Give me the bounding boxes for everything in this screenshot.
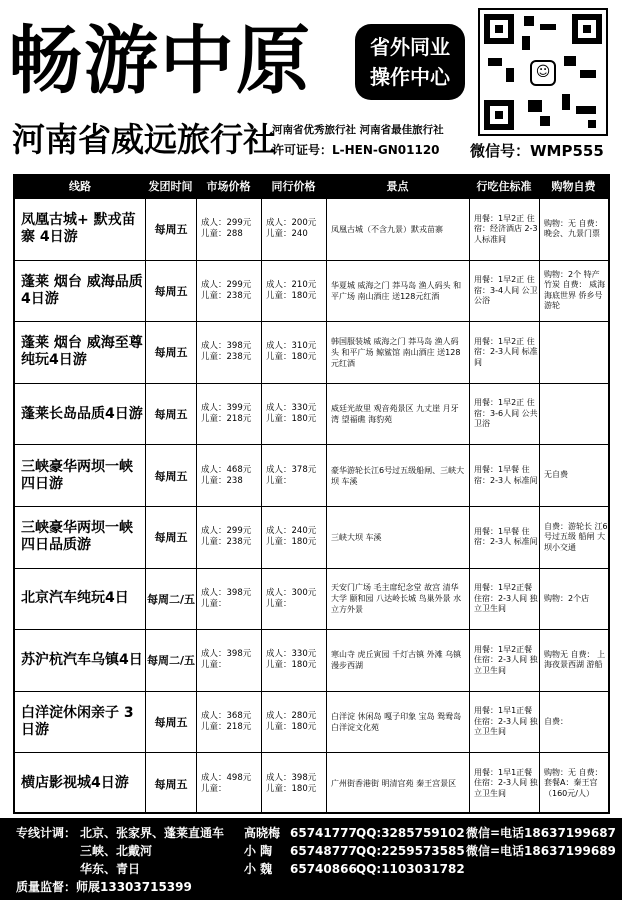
header-standard: 行吃住标准 [476, 180, 532, 193]
departure-text: 每周五 [154, 469, 188, 483]
child-price: 儿童：180元 [266, 414, 317, 425]
qr-module [588, 120, 596, 128]
child-price: 儿童：218元 [201, 414, 252, 425]
route-text: 横店影视城4日游 [21, 775, 129, 792]
route-text: 蓬莱 烟台 威海品质 4日游 [21, 273, 143, 307]
standard-text: 用餐：1早1正餐 住宿：2-3人间 独立卫生间 [474, 706, 538, 737]
standard-cell [469, 753, 539, 814]
child-price: 儿童： [266, 475, 292, 486]
header-route: 线路 [69, 180, 91, 193]
brand-title: 畅游中原 [8, 18, 312, 104]
standard-text: 用餐：1早2正 住宿：3-6人间 公共卫浴 [474, 398, 538, 429]
shopping-cell [539, 692, 608, 753]
header [0, 0, 622, 170]
adult-price: 成人：399元 [201, 403, 252, 414]
departure-text: 每周五 [154, 777, 188, 791]
adult-price: 成人：398元 [266, 772, 317, 783]
departure-cell [145, 384, 196, 445]
shopping-cell [539, 569, 608, 630]
peer-price-cell [261, 261, 326, 322]
sights-cell [326, 261, 469, 322]
sights-cell [326, 445, 469, 506]
shopping-cell [539, 261, 608, 322]
shopping-text: 购物无 自费： 上海夜景西湖 游船 [544, 649, 606, 670]
standard-text: 用餐：1早2正餐 住宿：2-3人间 独立卫生间 [474, 644, 538, 675]
standard-text: 用餐：1早2正餐 住宿：2-3人间 独立卫生间 [474, 583, 538, 614]
sights-text: 豪华游轮长江6号过五级船闸、三峡大坝 车溪 [331, 465, 465, 486]
child-price: 儿童： [201, 783, 227, 794]
table-row [15, 691, 608, 753]
departure-cell [145, 753, 196, 814]
route-cell [15, 199, 145, 260]
shopping-text: 购物：无 自费： 套餐A：秦王宫 （160元/人） [544, 767, 603, 798]
market-price-cell [196, 507, 261, 568]
sights-text: 凤凰古城（不含九景）默戎苗寨 [331, 224, 443, 234]
badge-line2: 操作中心 [370, 65, 450, 89]
standard-cell [469, 692, 539, 753]
table-row [15, 752, 608, 814]
contact-phone: 65740866 [290, 862, 357, 876]
contact-qq: QQ:3285759102 [356, 826, 465, 840]
adult-price: 成人：378元 [266, 464, 317, 475]
route-text: 凤凰古城+ 默戎苗寨 4日游 [21, 212, 136, 246]
standard-text: 用餐：1早2正 住宿：3-4人间 公卫公浴 [474, 275, 538, 306]
departure-cell [145, 261, 196, 322]
qr-module [564, 56, 576, 66]
route-text: 三峡豪华两坝一峡 四日品质游 [21, 520, 133, 554]
route-cell [15, 507, 145, 568]
departure-text: 每周五 [154, 531, 188, 545]
contact-phone: 65748777 [290, 844, 357, 858]
market-price-cell [196, 261, 261, 322]
child-price: 儿童：180元 [266, 352, 317, 363]
shopping-text: 无自费 [544, 470, 568, 480]
qr-module [528, 100, 542, 112]
badge-line1: 省外同业 [370, 35, 450, 59]
footer [0, 818, 622, 900]
shopping-text: 购物：2个店 [544, 593, 590, 603]
departure-cell [145, 322, 196, 383]
peer-price-cell [261, 445, 326, 506]
standard-text: 用餐：1早餐 住宿：2-3人 标准间 [474, 526, 538, 547]
qr-code-icon [478, 8, 608, 136]
sights-cell [326, 384, 469, 445]
child-price: 儿童： [201, 660, 227, 671]
qr-finder [572, 14, 602, 44]
standard-cell [469, 445, 539, 506]
sights-text: 三峡大坝 车溪 [331, 532, 382, 542]
shopping-cell [539, 445, 608, 506]
table-row [15, 506, 608, 568]
header-shopping: 购物自费 [551, 180, 596, 193]
shopping-cell [539, 384, 608, 445]
departure-text: 每周五 [154, 346, 188, 360]
peer-price-cell [261, 507, 326, 568]
departure-text: 每周二/五 [146, 654, 196, 668]
adult-price: 成人：398元 [201, 649, 252, 660]
adult-price: 成人：468元 [201, 464, 252, 475]
market-price-cell [196, 692, 261, 753]
contact-name: 高晓梅 [244, 826, 281, 840]
adult-price: 成人：398元 [201, 341, 252, 352]
header-departure: 发团时间 [148, 180, 193, 193]
standard-cell [469, 384, 539, 445]
sights-text: 白洋淀 休闲岛 嘎子印象 宝岛 鸳鸯岛 白洋淀文化苑 [331, 712, 462, 733]
routes-line1: 北京、张家界、蓬莱直通车 [80, 826, 225, 840]
adult-price: 成人：368元 [201, 711, 252, 722]
qr-module [580, 70, 596, 78]
qr-module [506, 68, 514, 82]
shopping-text: 自费： [544, 716, 568, 726]
child-price: 儿童：288 [201, 229, 243, 240]
qr-module [540, 116, 550, 126]
child-price: 儿童：180元 [266, 783, 317, 794]
adult-price: 成人：299元 [201, 218, 252, 229]
table-row [15, 198, 608, 260]
adult-price: 成人：240元 [266, 526, 317, 537]
qr-module [524, 16, 534, 26]
departure-cell [145, 445, 196, 506]
routes-line3: 华东、青日 [80, 862, 141, 876]
adult-price: 成人：280元 [266, 711, 317, 722]
table-row [15, 629, 608, 691]
quality-supervision: 质量监督：师展13303715399 [16, 880, 192, 894]
market-price-cell [196, 753, 261, 814]
route-cell [15, 261, 145, 322]
standard-text: 用餐：1早2正 住宿：经济酒店 2-3人标准间 [474, 213, 538, 244]
qr-module [540, 24, 556, 30]
child-price: 儿童：180元 [266, 722, 317, 733]
standard-cell [469, 569, 539, 630]
departure-text: 每周二/五 [146, 592, 196, 606]
license-number: 许可证号：L-HEN-GN01120 [272, 143, 440, 157]
sights-cell [326, 630, 469, 691]
route-cell [15, 692, 145, 753]
departure-text: 每周五 [154, 408, 188, 422]
departure-text: 每周五 [154, 223, 188, 237]
table-row [15, 568, 608, 630]
sights-text: 华夏城 威海之门 莽马岛 渔人码头 和平广场 南山酒庄 送128元红酒 [331, 280, 462, 301]
header-sights: 景点 [386, 180, 409, 193]
departure-cell [145, 199, 196, 260]
adult-price: 成人：498元 [201, 772, 252, 783]
sights-text: 寒山寺 虎丘寅园 千灯古镇 外滩 乌镇 漫步西湖 [331, 650, 462, 671]
adult-price: 成人：210元 [266, 279, 317, 290]
sights-text: 广州街香港街 明清宫苑 秦王宫景区 [331, 779, 457, 789]
qr-finder [484, 14, 514, 44]
contact-name: 小 陶 [244, 844, 273, 858]
qr-module [522, 36, 530, 50]
shopping-text: 购物：无 自费： 晚会、九景门票 [544, 218, 603, 239]
peer-price-cell [261, 322, 326, 383]
qr-module [562, 94, 570, 110]
contact-qq: QQ:1103031782 [356, 862, 465, 876]
child-price: 儿童：238元 [201, 537, 252, 548]
route-text: 蓬莱长岛品质4日游 [21, 405, 143, 422]
badge [355, 24, 465, 100]
honors: 河南省优秀旅行社 河南省最佳旅行社 [272, 124, 444, 136]
agency-name: 河南省威远旅行社 [12, 120, 276, 159]
shopping-cell [539, 322, 608, 383]
routes-line2: 三峡、北戴河 [80, 844, 153, 858]
adult-price: 成人：200元 [266, 218, 317, 229]
adult-price: 成人：299元 [201, 279, 252, 290]
wechat-id: 微信号：WMP555 [470, 142, 604, 160]
route-cell [15, 753, 145, 814]
standard-text: 用餐：1早2正 住宿：2-3人间 标准间 [474, 336, 538, 367]
departure-cell [145, 569, 196, 630]
departure-cell [145, 507, 196, 568]
table-row [15, 444, 608, 506]
table-row [15, 383, 608, 445]
sights-cell [326, 199, 469, 260]
contact-wechat: 微信=电话18637199687 [466, 826, 616, 840]
market-price-cell [196, 322, 261, 383]
shopping-cell [539, 507, 608, 568]
departure-text: 每周五 [154, 284, 188, 298]
tour-table [13, 174, 610, 814]
route-text: 苏沪杭汽车乌镇4日 [21, 651, 143, 668]
market-price-cell [196, 384, 261, 445]
contact-qq: QQ:2259573585 [356, 844, 465, 858]
shopping-text: 购物：2个 特产 竹炭 自费： 威海海底世界 侨乡号游轮 [544, 269, 606, 311]
standard-text: 用餐：1早餐 住宿：2-3人 标准间 [474, 465, 538, 485]
child-price: 儿童：180元 [266, 660, 317, 671]
child-price: 儿童：180元 [266, 537, 317, 548]
adult-price: 成人：398元 [201, 587, 252, 598]
peer-price-cell [261, 199, 326, 260]
contact-name: 小 魏 [244, 862, 273, 876]
route-text: 白洋淀休闲亲子 3日游 [21, 705, 134, 739]
child-price: 儿童：240 [266, 229, 308, 240]
adult-price: 成人：330元 [266, 649, 317, 660]
standard-cell [469, 199, 539, 260]
peer-price-cell [261, 753, 326, 814]
contact-phone: 65741777 [290, 826, 357, 840]
standard-text: 用餐：1早1正餐 住宿：2-3人间 独立卫生间 [474, 767, 538, 798]
child-price: 儿童：238 [201, 475, 243, 486]
market-price-cell [196, 199, 261, 260]
departure-cell [145, 630, 196, 691]
child-price: 儿童：218元 [201, 722, 252, 733]
contact-wechat: 微信=电话18637199689 [466, 844, 616, 858]
peer-price-cell [261, 569, 326, 630]
standard-cell [469, 322, 539, 383]
peer-price-cell [261, 384, 326, 445]
adult-price: 成人：310元 [266, 341, 317, 352]
child-price: 儿童：238元 [201, 352, 252, 363]
child-price: 儿童：180元 [266, 290, 317, 301]
sights-text: 天安门广场 毛主席纪念堂 故宫 清华大学 颐和园 八达岭长城 鸟巢外景 水立方外景 [331, 583, 462, 615]
header-market-price: 市场价格 [206, 180, 251, 193]
child-price: 儿童： [201, 598, 227, 609]
market-price-cell [196, 445, 261, 506]
adult-price: 成人：300元 [266, 587, 317, 598]
child-price: 儿童：238元 [201, 290, 252, 301]
standard-cell [469, 261, 539, 322]
route-cell [15, 569, 145, 630]
adult-price: 成人：330元 [266, 403, 317, 414]
qr-finder [484, 100, 514, 130]
shopping-cell [539, 753, 608, 814]
table-row [15, 321, 608, 383]
wechat-logo-icon: ☺ [530, 60, 556, 86]
hotline-label: 专线计调： [16, 826, 77, 840]
market-price-cell [196, 630, 261, 691]
shopping-cell [539, 630, 608, 691]
route-cell [15, 445, 145, 506]
adult-price: 成人：299元 [201, 526, 252, 537]
route-cell [15, 384, 145, 445]
route-cell [15, 322, 145, 383]
qr-module [576, 106, 596, 114]
shopping-cell [539, 199, 608, 260]
standard-cell [469, 507, 539, 568]
shopping-text: 自费：游轮长 江6号过五级 船闸 大坝小交通 [544, 521, 608, 552]
sights-cell [326, 692, 469, 753]
sights-text: 威廷光故里 观音苑景区 九丈崖 月牙湾 望福礁 海豹苑 [331, 404, 459, 425]
route-text: 北京汽车纯玩4日 [21, 590, 129, 607]
sights-cell [326, 569, 469, 630]
route-text: 蓬莱 烟台 威海至尊 纯玩4日游 [21, 335, 143, 369]
departure-text: 每周五 [154, 716, 188, 730]
peer-price-cell [261, 630, 326, 691]
table-header [15, 176, 608, 198]
market-price-cell [196, 569, 261, 630]
sights-cell [326, 753, 469, 814]
sights-text: 韩国服装城 威海之门 莽马岛 渔人码头 和平广场 鲸鲨馆 南山酒庄 送128元红酒 [331, 336, 461, 368]
sights-cell [326, 507, 469, 568]
departure-cell [145, 692, 196, 753]
peer-price-cell [261, 692, 326, 753]
qr-module [488, 58, 502, 66]
sights-cell [326, 322, 469, 383]
table-row [15, 260, 608, 322]
standard-cell [469, 630, 539, 691]
route-text: 三峡豪华两坝一峡 四日游 [21, 458, 133, 492]
header-peer-price: 同行价格 [271, 180, 316, 193]
child-price: 儿童： [266, 598, 292, 609]
route-cell [15, 630, 145, 691]
